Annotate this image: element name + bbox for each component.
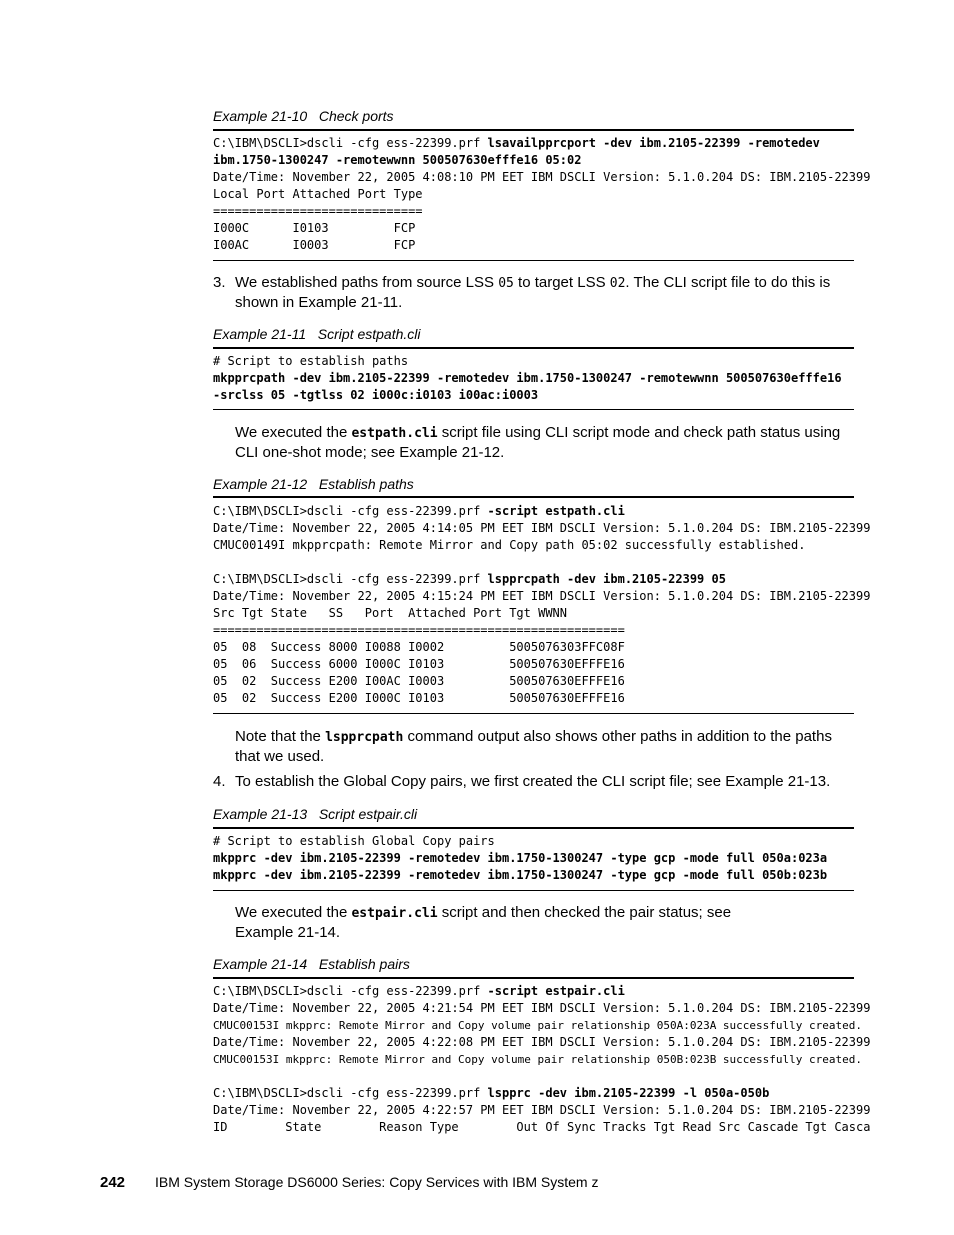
- inline-code: estpair.cli: [351, 906, 438, 921]
- list-item-4: [213, 772, 855, 791]
- code-text: Src Tgt State SS Port Attached Port Tgt WWNN: [213, 606, 568, 620]
- code-text: Date/Time: November 22, 2005 4:22:08 PM EET IBM DSCLI Version: 5.1.0.204 DS: IBM.2105-22399: [213, 1035, 871, 1049]
- code-line: [213, 353, 858, 370]
- code-line: [213, 983, 858, 1000]
- code-line: [213, 237, 858, 254]
- code-text: CMUC00153I mkpprc: Remote Mirror and Copy volume pair relationship 050B:023B successfully created.: [213, 1053, 863, 1066]
- list-number: 3.: [213, 274, 226, 291]
- paragraph-text: We executed the: [235, 424, 352, 441]
- code-text: 05 02 Success E200 I000C I0103 500507630EFFFE16: [213, 691, 625, 705]
- code-text: C:\IBM\DSCLI>dscli -cfg ess-22399.prf: [213, 984, 488, 998]
- code-line: [213, 867, 858, 884]
- example-caption-21-14: Example 21-14 Establish pairs: [213, 956, 410, 972]
- code-line: [213, 554, 858, 571]
- paragraph-executed-estpath: [235, 423, 855, 462]
- paragraph-text: to target LSS: [513, 274, 610, 291]
- paragraph-note-lspprcpath: [235, 727, 855, 766]
- code-line: [213, 588, 871, 605]
- paragraph-text: To establish the Global Copy pairs, we first created the CLI script file; see Example 21-13.: [235, 773, 831, 790]
- code-command: lsavailpprcport -dev ibm.2105-22399 -remotedev: [487, 136, 820, 150]
- code-line: [213, 833, 858, 850]
- code-line: [213, 520, 871, 537]
- inline-code: 05: [498, 276, 514, 291]
- list-number: 4.: [213, 773, 226, 790]
- paragraph-executed-estpair: [235, 903, 855, 942]
- paragraph-text: script and then checked the pair status; see: [437, 904, 732, 921]
- code-text: Date/Time: November 22, 2005 4:22:57 PM EET IBM DSCLI Version: 5.1.0.204 DS: IBM.2105-22399: [213, 1103, 871, 1117]
- example-bottom-rule: [213, 713, 854, 714]
- example-bottom-rule: [213, 890, 854, 891]
- code-line: [213, 203, 858, 220]
- inline-code: 02: [609, 276, 626, 291]
- paragraph-text: Example 21-14.: [235, 924, 341, 941]
- code-line: [213, 503, 858, 520]
- paragraph-text: . The CLI script file to do this is shown in Example 21-11.: [235, 274, 831, 311]
- code-text: 05 06 Success 6000 I000C I0103 500507630EFFFE16: [213, 657, 625, 671]
- paragraph-text: Note that the: [235, 728, 326, 745]
- code-command: -script estpair.cli: [487, 984, 625, 998]
- code-text: =============================: [213, 204, 423, 218]
- code-text: Date/Time: November 22, 2005 4:14:05 PM EET IBM DSCLI Version: 5.1.0.204 DS: IBM.2105-22399: [213, 521, 871, 535]
- code-text: ID State Reason Type Out Of Sync Tracks Tgt Read Src Cascade Tgt Casca: [213, 1120, 871, 1134]
- code-line: [213, 152, 858, 169]
- example-caption-21-10: Example 21-10 Check ports: [213, 108, 394, 124]
- code-text: CMUC00149I mkpprcpath: Remote Mirror and Copy path 05:02 successfully established.: [213, 538, 806, 552]
- example-caption-21-11: Example 21-11 Script estpath.cli: [213, 326, 421, 342]
- page-number: 242: [100, 1174, 126, 1191]
- code-command: mkpprc -dev ibm.2105-22399 -remotedev ibm.1750-1300247 -type gcp -mode full 050b:023b: [213, 868, 828, 882]
- example-caption-21-12: Example 21-12 Establish paths: [213, 476, 414, 492]
- code-text: Local Port Attached Port Type: [213, 187, 423, 201]
- example-top-rule: [213, 129, 854, 131]
- code-command: lspprc -dev ibm.2105-22399 -l 050a-050b: [487, 1086, 770, 1100]
- code-command: lspprcpath -dev ibm.2105-22399 05: [487, 572, 726, 586]
- code-text: C:\IBM\DSCLI>dscli -cfg ess-22399.prf: [213, 1086, 488, 1100]
- code-text: 05 08 Success 8000 I0088 I0002 5005076303FFC08F: [213, 640, 625, 654]
- list-item-3: [213, 273, 855, 312]
- example-top-rule: [213, 496, 854, 498]
- code-line: [213, 622, 858, 639]
- inline-code: estpath.cli: [351, 426, 438, 441]
- inline-code: lspprcpath: [325, 730, 404, 745]
- code-line: [213, 220, 858, 237]
- code-block-estpair-script: [213, 833, 858, 884]
- code-line: [213, 850, 858, 867]
- code-command: -script estpath.cli: [487, 504, 625, 518]
- code-text: =========================================================: [213, 623, 625, 637]
- paragraph-text: We executed the: [235, 904, 352, 921]
- code-block-establish-pairs: [213, 983, 871, 1136]
- code-line: [213, 605, 858, 622]
- code-text: I000C I0103 FCP: [213, 221, 416, 235]
- example-top-rule: [213, 827, 854, 829]
- code-text: C:\IBM\DSCLI>dscli -cfg ess-22399.prf: [213, 504, 488, 518]
- code-text: # Script to establish paths: [213, 354, 409, 368]
- code-line: [213, 370, 858, 387]
- code-block-estpath-script: [213, 353, 858, 404]
- code-line: [213, 1051, 863, 1068]
- paragraph-text: We established paths from source LSS: [235, 274, 499, 291]
- code-line: [213, 1068, 858, 1085]
- code-line: [213, 169, 871, 186]
- code-line: [213, 673, 858, 690]
- code-line: [213, 387, 858, 404]
- code-text: C:\IBM\DSCLI>dscli -cfg ess-22399.prf: [213, 136, 488, 150]
- code-line: [213, 1119, 871, 1136]
- paragraph-text: command output also shows other paths in addition to the paths that we used.: [235, 728, 832, 765]
- example-caption-21-13: Example 21-13 Script estpair.cli: [213, 806, 418, 822]
- code-line: [213, 1000, 871, 1017]
- example-bottom-rule: [213, 260, 854, 261]
- code-line: [213, 186, 858, 203]
- example-top-rule: [213, 347, 854, 349]
- code-line: [213, 639, 858, 656]
- code-text: Date/Time: November 22, 2005 4:15:24 PM EET IBM DSCLI Version: 5.1.0.204 DS: IBM.2105-22399: [213, 589, 871, 603]
- example-top-rule: [213, 977, 854, 979]
- code-block-check-ports: [213, 135, 871, 254]
- code-command: mkpprc -dev ibm.2105-22399 -remotedev ibm.1750-1300247 -type gcp -mode full 050a:023a: [213, 851, 828, 865]
- code-command: mkpprcpath -dev ibm.2105-22399 -remotedev ibm.1750-1300247 -remotewwnn 500507630efffe16: [213, 371, 842, 385]
- code-command: ibm.1750-1300247 -remotewwnn 500507630efffe16 05:02: [213, 153, 582, 167]
- code-line: [213, 1017, 863, 1034]
- code-block-establish-paths: [213, 503, 871, 707]
- code-text: C:\IBM\DSCLI>dscli -cfg ess-22399.prf: [213, 572, 488, 586]
- code-text: CMUC00153I mkpprc: Remote Mirror and Copy volume pair relationship 050A:023A successfully created.: [213, 1019, 863, 1032]
- paragraph-text: script file using CLI script mode and check path status using CLI one-shot mode; see Example 21-12.: [235, 424, 841, 461]
- code-line: [213, 1102, 871, 1119]
- code-line: [213, 656, 858, 673]
- code-text: 05 02 Success E200 I00AC I0003 500507630EFFFE16: [213, 674, 625, 688]
- code-line: [213, 571, 858, 588]
- example-bottom-rule: [213, 409, 854, 410]
- code-text: # Script to establish Global Copy pairs: [213, 834, 495, 848]
- code-command: -srclss 05 -tgtlss 02 i000c:i0103 i00ac:i0003: [213, 388, 539, 402]
- footer-book-title: IBM System Storage DS6000 Series: Copy Services with IBM System z: [155, 1174, 599, 1190]
- code-text: Date/Time: November 22, 2005 4:21:54 PM EET IBM DSCLI Version: 5.1.0.204 DS: IBM.2105-22399: [213, 1001, 871, 1015]
- code-line: [213, 1085, 858, 1102]
- code-line: [213, 1034, 871, 1051]
- code-line: [213, 690, 858, 707]
- code-line: [213, 537, 858, 554]
- code-text: Date/Time: November 22, 2005 4:08:10 PM EET IBM DSCLI Version: 5.1.0.204 DS: IBM.2105-22399: [213, 170, 871, 184]
- code-line: [213, 135, 858, 152]
- code-text: I00AC I0003 FCP: [213, 238, 416, 252]
